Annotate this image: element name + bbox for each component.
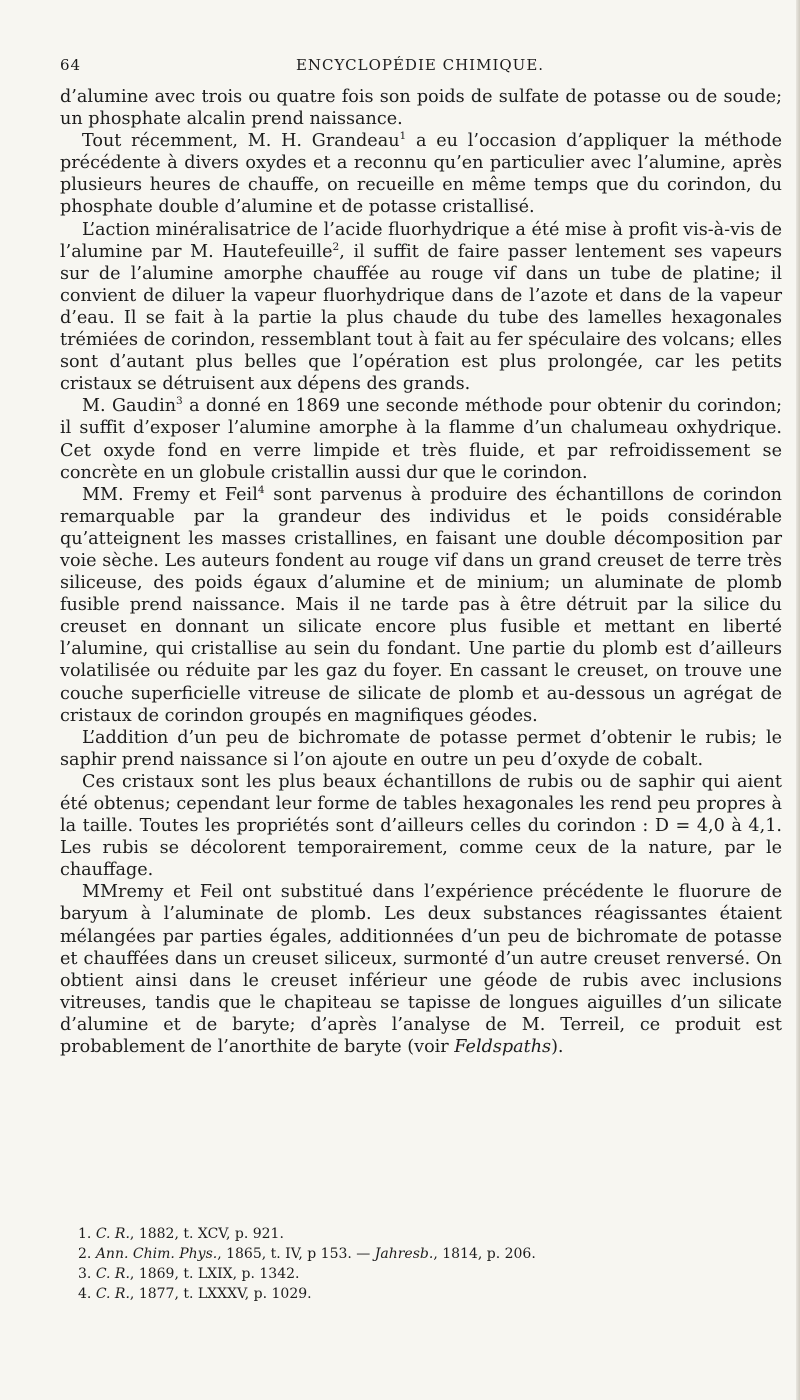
italic-text: C. R. — [95, 1226, 130, 1242]
text-run: 2. — [78, 1246, 96, 1262]
text-run: Tout récemment, M. H. Grandeau — [82, 131, 400, 152]
page-header — [60, 56, 780, 82]
body-paragraph — [60, 727, 782, 771]
italic-text: C. R. — [95, 1266, 130, 1282]
footnote-marker: 2 — [332, 240, 340, 253]
page-edge — [796, 0, 800, 1400]
text-run: 1. — [78, 1226, 96, 1242]
body-paragraph — [60, 219, 782, 396]
page-number: 64 — [60, 56, 82, 74]
body-text — [60, 86, 782, 1058]
body-paragraph — [60, 484, 782, 727]
text-run: , 1877, t. LXXXV, p. 1029. — [129, 1286, 312, 1302]
text-run: L’action minéralisatrice de l’acide fluorhydrique a été mise à profit vis-à-vis de l’alumine par M. Hautefeuille — [60, 219, 782, 262]
italic-text: Jahresb. — [374, 1246, 434, 1262]
italic-text: C. R. — [95, 1286, 130, 1302]
text-run: M. Gaudin — [82, 396, 177, 417]
text-run: , 1882, t. XCV, p. 921. — [129, 1226, 284, 1242]
text-run: d’alumine avec trois ou quatre fois son poids de sulfate de potasse ou de soude; un phosphate alcalin prend naissance. — [60, 87, 782, 130]
body-paragraph — [60, 881, 782, 1058]
text-run: , il suffit de faire passer lentement ses vapeurs sur de l’alumine amorphe chauffée au rouge vif dans un tube de platine; il convient de diluer la vapeur fluorhydrique dans de l’azote et dans de la vapeur d’eau. Il se fait à la partie la plus chaude du tube des lamelles hexagonales trémiées de corindon, ressemblant tout à fait au fer spéculaire des volcans; elles sont d’autant plus belles que l’opération est plus prolongée, car les petits cristaux se détruisent aux dépens des grands. — [60, 241, 782, 395]
footnote — [78, 1224, 768, 1244]
footnote-marker: 4 — [257, 483, 265, 496]
text-run: Ces cristaux sont les plus beaux échantillons de rubis ou de saphir qui aient été obtenus; cependant leur forme de tables hexagonales les rend peu propres à la taille. Toutes les propriétés sont d’ailleurs celles du corindon : D = 4,0 à 4,1. Les rubis se décolorent temporairement, comme ceux de la nature, par le chauffage. — [60, 771, 782, 881]
body-paragraph — [60, 771, 782, 881]
footnote — [78, 1244, 768, 1264]
running-title: ENCYCLOPÉDIE CHIMIQUE. — [295, 56, 545, 74]
footnote — [78, 1264, 768, 1284]
text-run: a eu l’occasion d’appliquer la méthode précédente à divers oxydes et a reconnu qu’en particulier avec l’alumine, après plusieurs heures de chauffe, on recueille en même temps que du corindon, du phosphate double d’alumine et de potasse cristallisé. — [60, 131, 782, 218]
body-paragraph — [60, 86, 782, 130]
body-paragraph — [60, 130, 782, 218]
text-run: sont parvenus à produire des échantillons de corindon remarquable par la grandeur des individus et le poids considérable qu’atteignent les masses cristallines, en faisant une double décomposition par voie sèche. Les auteurs fondent au rouge vif dans un grand creuset de terre très siliceuse, des poids égaux d’alumine et de minium; un aluminate de plomb fusible prend naissance. Mais il ne tarde pas à être détruit par la silice du creuset en donnant un silicate encore plus fusible et mettant en liberté l’alumine, qui cristallise au sein du fondant. Une partie du plomb est d’ailleurs volatilisée ou réduite par les gaz du foyer. En cassant le creuset, on trouve une couche superficielle vitreuse de silicate de plomb et au-dessous un agrégat de cristaux de corindon groupés en magnifiques géodes. — [60, 484, 782, 726]
text-run: L’addition d’un peu de bichromate de potasse permet d’obtenir le rubis; le saphir prend naissance si l’on ajoute en outre un peu d’oxyde de cobalt. — [60, 727, 782, 770]
italic-text: Feldspaths — [454, 1037, 552, 1058]
text-run: , 1869, t. LXIX, p. 1342. — [129, 1266, 300, 1282]
text-run: , 1865, t. IV, p 153. — — [217, 1246, 375, 1262]
text-run: MMremy et Feil ont substitué dans l’expérience précédente le fluorure de baryum à l’aluminate de plomb. Les deux substances réagissantes étaient mélangées par parties égales, additionnées d’un peu de bichromate de potasse et chauffées dans un creuset siliceux, surmonté d’un autre creuset renversé. On obtient ainsi dans le creuset inférieur une géode de rubis avec inclusions vitreuses, tandis que le chapiteau se tapisse de longues aiguilles d’un silicate d’alumine et de baryte; d’après l’analyse de M. Terreil, ce produit est probablement de l’anorthite de baryte (voir — [60, 882, 782, 1058]
footnote-marker: 3 — [176, 395, 183, 408]
italic-text: Ann. Chim. Phys. — [95, 1246, 218, 1262]
text-run: ). — [551, 1037, 564, 1058]
text-run: 3. — [78, 1266, 96, 1282]
footnote — [78, 1284, 768, 1304]
text-run: MM. Fremy et Feil — [82, 484, 258, 505]
footnotes — [78, 1224, 768, 1304]
text-run: a donné en 1869 une seconde méthode pour obtenir du corindon; il suffit d’exposer l’alumine amorphe à la flamme d’un chalumeau oxhydrique. Cet oxyde fond en verre limpide et très fluide, et par refroidissement se concrète en un globule cristallin aussi dur que le corindon. — [60, 396, 782, 483]
text-run: , 1814, p. 206. — [433, 1246, 536, 1262]
footnote-marker: 1 — [399, 130, 407, 143]
body-paragraph — [60, 395, 782, 483]
text-run: 4. — [78, 1286, 96, 1302]
